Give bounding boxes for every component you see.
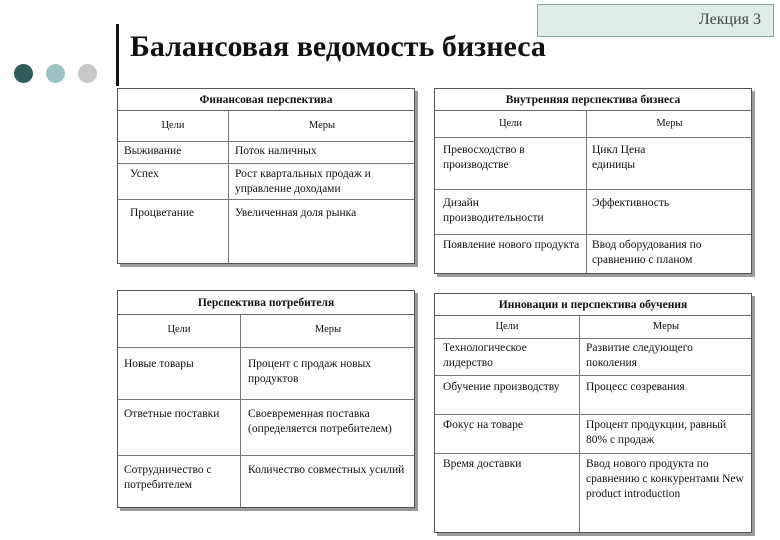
financial-col-measures: Меры bbox=[308, 120, 336, 131]
internal-goal: Дизайн производительности bbox=[443, 197, 544, 224]
financial-title: Финансовая перспектива bbox=[118, 89, 414, 111]
innovation-panel bbox=[434, 293, 752, 533]
financial-goal: Успех bbox=[130, 168, 159, 180]
innovation-col-goals: Цели bbox=[495, 321, 519, 332]
internal-col-measures: Меры bbox=[656, 118, 683, 129]
internal-panel bbox=[434, 88, 752, 274]
customer-measure: Своевременная поставка (определяется потребителем) bbox=[248, 408, 392, 435]
title-accent-bar bbox=[116, 24, 119, 86]
innovation-divider bbox=[435, 338, 751, 339]
innovation-goal: Обучение производству bbox=[443, 381, 560, 393]
internal-measure: Эффективность bbox=[592, 197, 670, 209]
innovation-col-measures: Меры bbox=[652, 321, 680, 332]
financial-divider bbox=[118, 141, 414, 142]
internal-measure: Цикл Цена единицы bbox=[592, 144, 646, 171]
internal-title: Внутренняя перспектива бизнеса bbox=[435, 89, 751, 111]
internal-goal: Появление нового продукта bbox=[443, 239, 580, 251]
innovation-measure: Процесс созревания bbox=[586, 381, 685, 393]
innovation-col-sep bbox=[579, 316, 580, 532]
customer-panel bbox=[117, 290, 415, 508]
innovation-goal: Технологическое лидерство bbox=[443, 342, 527, 369]
customer-measure: Процент с продаж новых продуктов bbox=[248, 358, 372, 385]
internal-divider bbox=[435, 137, 751, 138]
internal-row-sep bbox=[435, 234, 751, 235]
decor-dot-dark bbox=[14, 64, 33, 83]
internal-col-sep bbox=[586, 111, 587, 273]
customer-goal: Новые товары bbox=[124, 358, 194, 370]
innovation-row-sep bbox=[435, 414, 751, 415]
decor-dot-light bbox=[46, 64, 65, 83]
customer-col-goals: Цели bbox=[167, 324, 191, 335]
financial-measure: Рост квартальных продаж и управление доходами bbox=[235, 168, 371, 195]
innovation-goal: Фокус на товаре bbox=[443, 419, 523, 431]
innovation-row-sep bbox=[435, 453, 751, 454]
financial-panel bbox=[117, 88, 415, 264]
innovation-measure: Ввод нового продукта по сравнению с конкурентами New product introduction bbox=[586, 458, 744, 500]
financial-measure: Увеличенная доля рынка bbox=[235, 207, 357, 219]
financial-col-sep bbox=[228, 111, 229, 263]
innovation-row-sep bbox=[435, 375, 751, 376]
customer-row-sep bbox=[118, 455, 414, 456]
innovation-measure: Развитие следующего поколения bbox=[586, 342, 693, 369]
innovation-measure: Процент продукции, равный 80% с продаж bbox=[586, 419, 727, 446]
customer-measure: Количество совместных усилий bbox=[248, 464, 405, 476]
internal-measure: Ввод оборудования по сравнению с планом bbox=[592, 239, 702, 266]
customer-col-measures: Меры bbox=[314, 324, 342, 335]
financial-goal: Процветание bbox=[130, 207, 195, 219]
customer-divider bbox=[118, 347, 414, 348]
customer-goal: Ответные поставки bbox=[124, 408, 220, 420]
internal-goal: Превосходство в производстве bbox=[443, 144, 525, 171]
customer-goal: Сотрудничество с потребителем bbox=[124, 464, 212, 491]
internal-row-sep bbox=[435, 189, 751, 190]
lecture-header-box bbox=[537, 4, 774, 37]
customer-col-sep bbox=[240, 315, 241, 507]
financial-goal: Выживание bbox=[124, 145, 182, 157]
innovation-goal: Время доставки bbox=[443, 458, 522, 470]
financial-col-goals: Цели bbox=[161, 120, 185, 131]
lecture-label: Лекция 3 bbox=[698, 11, 761, 28]
financial-row-sep bbox=[118, 199, 414, 200]
page-title: Балансовая ведомость бизнеса bbox=[130, 30, 546, 63]
financial-row-sep bbox=[118, 163, 414, 164]
decor-dot-gray bbox=[78, 64, 97, 83]
innovation-title: Инновации и перспектива обучения bbox=[435, 294, 751, 316]
financial-measure: Поток наличных bbox=[235, 145, 317, 157]
customer-title: Перспектива потребителя bbox=[118, 291, 414, 315]
internal-col-goals: Цели bbox=[498, 118, 523, 129]
customer-row-sep bbox=[118, 399, 414, 400]
